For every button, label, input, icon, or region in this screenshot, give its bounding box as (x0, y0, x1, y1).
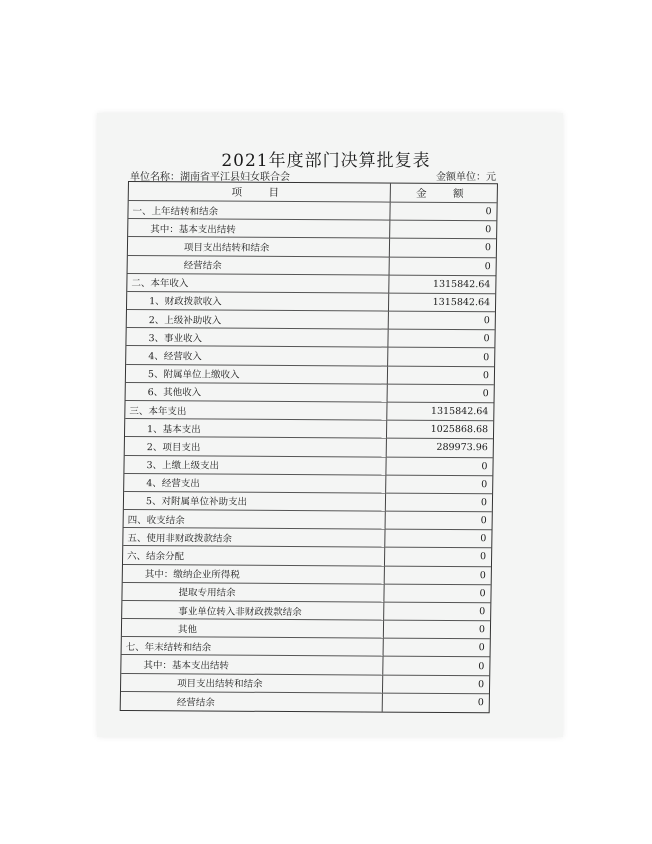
table-row-item: 5、附属单位上缴收入 (126, 365, 388, 385)
table-row-item: 4、经营支出 (124, 474, 386, 494)
table-row-amount: 0 (386, 457, 492, 476)
table-row-item: 1、财政拨款收入 (127, 292, 389, 312)
table-row-item: 其中：缴纳企业所得税 (123, 565, 385, 585)
table-row-item: 项目支出结转和结余 (121, 674, 383, 694)
page-title: 2021年度部门决算批复表 (221, 151, 431, 171)
table-row-amount: 0 (383, 675, 489, 694)
table-row-amount: 0 (384, 603, 490, 622)
table-row-item: 3、事业收入 (126, 328, 388, 348)
table-row-item: 事业单位转入非财政拨款结余 (122, 601, 384, 621)
table-row-item: 经营结余 (128, 256, 390, 276)
table-row-item: 6、其他收入 (126, 383, 388, 403)
table-row-amount: 0 (385, 530, 491, 549)
table-row-amount: 1025868.68 (387, 421, 493, 440)
table-row-amount: 0 (390, 257, 496, 276)
table-row-amount: 0 (383, 657, 489, 676)
table-row-amount: 0 (386, 493, 492, 512)
unit-name: 单位名称：湖南省平江县妇女联合会 (130, 172, 290, 183)
table-row-amount: 0 (388, 366, 494, 385)
table-row-item: 2、项目支出 (125, 437, 387, 457)
table-row-amount: 0 (390, 239, 496, 258)
table-row-item: 一、上年结转和结余 (128, 201, 390, 221)
table-row-item: 七、年末结转和结余 (122, 637, 384, 657)
table-row-item: 六、结余分配 (123, 546, 385, 566)
table-row-item: 四、收支结余 (124, 510, 386, 530)
table-row-item: 4、经营收入 (126, 346, 388, 366)
table-row-item: 提取专用结余 (122, 583, 384, 603)
table-row-amount: 0 (386, 512, 492, 531)
table-row-amount: 0 (384, 639, 490, 658)
table-row-item: 3、上缴上级支出 (124, 456, 386, 476)
table-row-item: 1、基本支出 (125, 419, 387, 439)
table-row-amount: 0 (390, 203, 496, 222)
table-row-amount: 0 (477, 697, 484, 709)
table-row-item: 五、使用非财政拨款结余 (123, 528, 385, 548)
table-row-amount: 0 (384, 621, 490, 640)
table-row-amount: 0 (388, 330, 494, 349)
table-row-item: 经营结余 (121, 692, 383, 712)
table-row-amount: 1315842.64 (387, 403, 493, 422)
table-row-amount: 0 (389, 312, 495, 331)
table-row-amount: 0 (385, 566, 491, 585)
table-row-item: 5、对附属单位补助支出 (124, 492, 386, 512)
table-row-amount: 1315842.64 (389, 275, 495, 294)
table-row-amount: 0 (386, 475, 492, 494)
approval-table (120, 181, 498, 713)
table-row-amount: 289973.96 (387, 439, 493, 458)
table-row-amount: 1315842.64 (389, 293, 495, 312)
table-row-item: 三、本年支出 (125, 401, 387, 421)
table-row-item: 二、本年收入 (127, 274, 389, 294)
header-amount: 金 额 (391, 184, 497, 204)
table-row-item: 其他 (122, 619, 384, 639)
table-row-amount: 0 (388, 348, 494, 367)
table-row-item: 2、上级补助收入 (127, 310, 389, 330)
table-row-amount: 0 (388, 384, 494, 403)
table-row-amount: 0 (384, 584, 490, 603)
table-row-amount: 0 (390, 221, 496, 240)
amount-unit: 金额单位：元 (436, 172, 496, 183)
table-row-item: 其中：基本支出结转 (121, 655, 383, 675)
header-item: 项 目 (129, 182, 391, 203)
table-row-item: 项目支出结转和结余 (128, 237, 390, 257)
table-row-item: 其中：基本支出结转 (128, 219, 390, 239)
table-row-amount: 0 (385, 548, 491, 567)
